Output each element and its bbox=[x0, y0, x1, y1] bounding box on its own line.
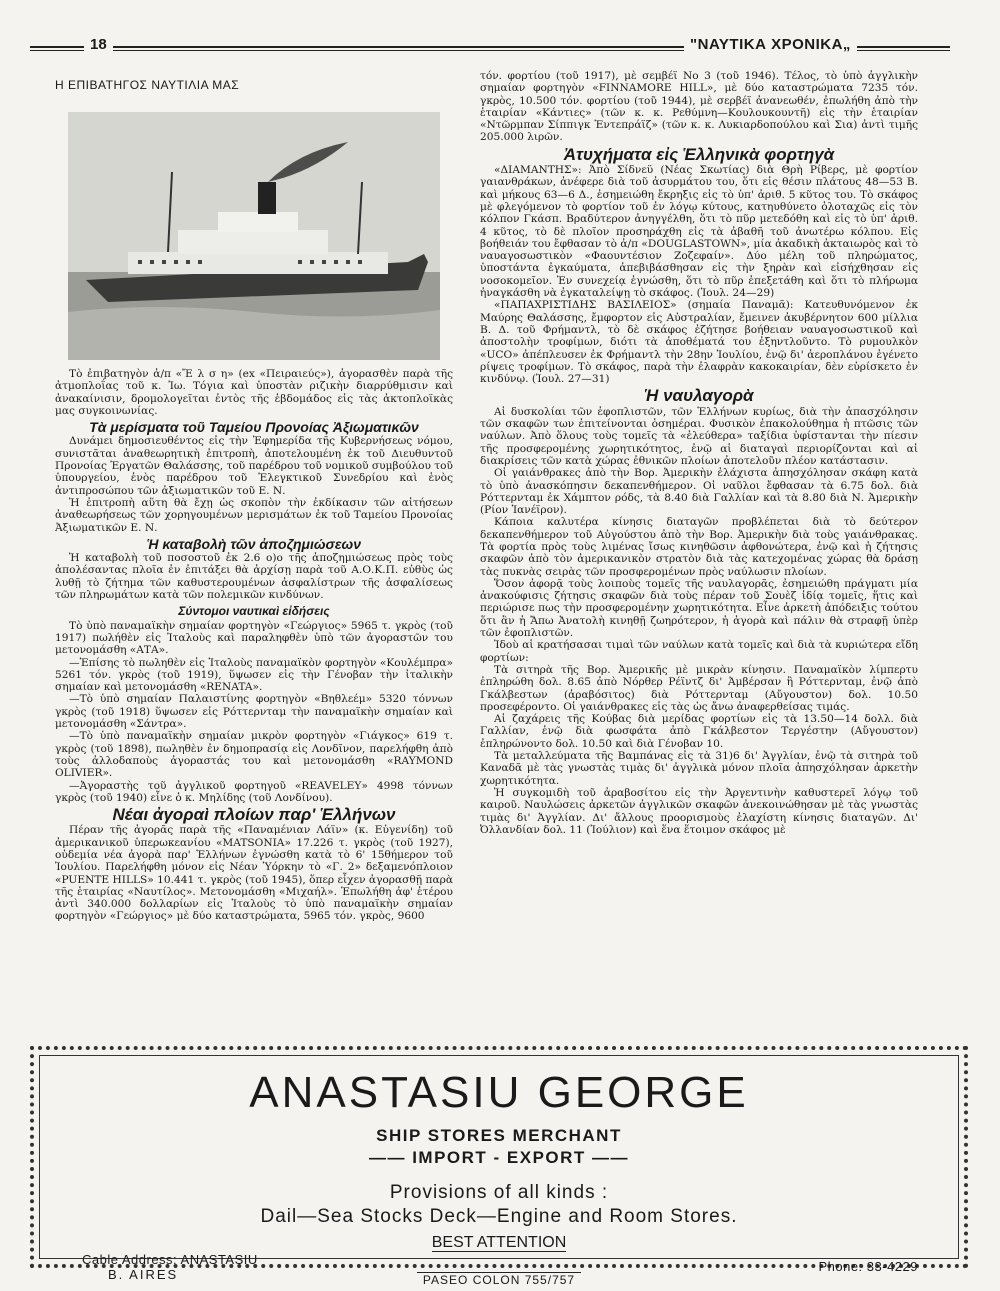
ad-address bbox=[40, 1273, 958, 1287]
ship-photo bbox=[68, 112, 440, 360]
paragraph: Αἱ δυσκολίαι τῶν ἐφοπλιστῶν, τῶν Ἑλλήνων κυρίως, διὰ τὴν ἀπασχόλησιν τῶν σκαφῶν των ἐπιτείνονται ὁσημέραι. Φυσικὸν ἐπακολούθημα ἡ πτῶσις τῶν ναύλων. Ἀπὸ ὅλους τοὺς τομεῖς τὰ «ἐλεύθερα» ταξίδια ὑφίστανται τὴν πίεσιν τῆς προσφερομένης χωρητικότητος, ἐνῷ αἱ διαταγαὶ περιορίζονται καὶ αἱ διακρίσεις τῶν κατὰ χώρας ἐθνικῶν πλοίων ἀποτελοῦν πλέον κατάστασιν. bbox=[480, 405, 918, 467]
paragraph: —Τὸ ὑπὸ σημαίαν Παλαιστίνης φορτηγὸν «Βηθλεέμ» 5320 τόννων γκρὸς (τοῦ 1918) ὕψωσεν εἰς Ρόττερνταμ τὴν παναμαϊκὴν σημαίαν καὶ μετονομάσθη «Σάντρα». bbox=[55, 693, 453, 731]
heading-new-purchases: Νέαι ἀγοραὶ πλοίων παρ' Ἑλλήνων bbox=[112, 805, 396, 825]
paragraph: Τὰ σιτηρὰ τῆς Βορ. Ἀμερικῆς μὲ μικρὰν κίνησιν. Παναμαϊκὸν λίμπερτυ ἐπληρώθη δολ. 8.65 ἀπὸ Νόρθερ Ρέϊντζ δι' Ἀμβέρσαν ἢ Ρόττερνταμ, ἐνῷ ἀπὸ Γκάλβεστων (ἀραβόσιτος) διὰ Ρόττερνταμ (Αὔγουστον) δολ. 10.50 προσεφέροντο. Οἱ γαιάνθρακες εἰς τὰς ὡς ἄνω ἀναφερθείσας τιμάς. bbox=[480, 663, 918, 713]
photo-caption: Τὸ ἐπιβατηγὸν ἀ/π «Ἔ λ σ η» (ex «Πειραιεύς»), ἀγορασθὲν παρὰ τῆς ἀτμοπλοΐας τοῦ κ. Ἰω. Τόγια καὶ ὑποστὰν ριζικὴν διαρρύθμισιν καὶ ἀνακαίνισιν, δρομολογεῖται ἐντὸς τῆς ἑβδομάδος εἰς τὰς ἀκτοπλοϊκὰς μας συγκοινωνίας. bbox=[55, 368, 453, 417]
page-number: 18 bbox=[84, 36, 113, 53]
paragraph: —Ἐπίσης τὸ πωληθὲν εἰς Ἰταλοὺς παναμαϊκὸν φορτηγὸν «Κουλέμπρα» 5261 τόν. γκρὸς (τοῦ 1919), ὕψωσεν εἰς τὴν Γένοβαν τὴν ἰταλικὴν σημαίαν καὶ μετονομάσθη «RENATA». bbox=[55, 656, 453, 694]
ad-line-2-text: IMPORT - EXPORT bbox=[412, 1148, 586, 1167]
ad-line-3: Provisions of all kinds : bbox=[389, 1182, 609, 1203]
paragraph: Ἡ καταβολὴ τοῦ ποσοστοῦ ἐκ 2.6 ο)ο τῆς ἀποζημιώσεως πρὸς τοὺς ἀπολέσαντας πλοῖα ἐν ἐπιτάξει θὰ ἀρχίσῃ παρὰ τοῦ Α.Ο.Κ.Π. εὐθὺς ὡς λυθῇ τὸ ζήτημα τῶν καθυστερουμένων ἀσφαλίστρων τῆς ἀσφαλίσεως τῶν πληρωμάτων κατὰ τῶν πολεμικῶν κινδύνων. bbox=[55, 552, 453, 602]
heading-short-news: Σύντομοι ναυτικαὶ εἰδήσεις bbox=[178, 604, 330, 619]
right-column bbox=[480, 70, 918, 836]
ad-phone: Phone: 33-4229 bbox=[818, 1259, 918, 1274]
ad-address-text: PASEO COLON 755/757 bbox=[417, 1272, 581, 1287]
ad-best-attention: BEST ATTENTION bbox=[431, 1234, 567, 1251]
ad-line-1: SHIP STORES MERCHANT bbox=[376, 1126, 622, 1145]
paragraph: Κάποια καλυτέρα κίνησις διαταγῶν προβλέπεται διὰ τὸ δεύτερον δεκαπενθήμερον τοῦ Αὐγούστου ἀπὸ τὴν Βορ. Ἀμερικὴν διὰ τοὺς γαιάνθρακας. Τὰ φορτία πρὸς τοὺς λιμένας ἴσως κινηθῶσιν ἀφθονώτερα, ἐνῷ καὶ ἡ ζήτησις σκαφῶν ἀπὸ τὸν ἀμερικανικὸν στρατὸν διὰ τὰς κατεχομένας χώρας θὰ δράσῃ τὰς πυκνὰς σειρὰς τῶν προσφερομένων πρὸς ναύλωσιν πλοίων. bbox=[480, 516, 918, 578]
ad-line-4: Dail—Sea Stocks Deck—Engine and Room Stores. bbox=[260, 1206, 738, 1227]
paragraph: Ἰδοὺ αἱ κρατήσασαι τιμαὶ τῶν ναύλων κατὰ τομεῖς καὶ διὰ τὰ κυριώτερα εἴδη φορτίων: bbox=[480, 639, 918, 664]
paragraph: Τὸ ὑπὸ παναμαϊκὴν σημαίαν φορτηγὸν «Γεώργιος» 5965 τ. γκρὸς (τοῦ 1917) πωλήθὲν εἰς Ἰταλοὺς καὶ παραληφθὲν ὑπὸ τῶν ἀγοραστῶν του μετονομάσθη «ΑΤΑ». bbox=[55, 619, 453, 657]
section-title: Η ΕΠΙΒΑΤΗΓΟΣ ΝΑΥΤΙΛΙΑ ΜΑΣ bbox=[55, 78, 240, 92]
paragraph: Τὰ μεταλλεύματα τῆς Βαμπάνας εἰς τὰ 31)6 δι' Ἀγγλίαν, ἐνῷ τὰ σιτηρὰ τοῦ Καναδᾶ μὲ τὰς γνωστὰς τιμὰς δι' ἀγγλικὰ μόνον πλοῖα ἀπησχόλησαν ἀρκετὴν χωρητικότητα. bbox=[480, 750, 918, 787]
ad-cable-address: Cable Address: ANASTASIU bbox=[82, 1252, 258, 1267]
heading-compensation: Ἡ καταβολὴ τῶν ἀποζημιώσεων bbox=[147, 535, 361, 552]
heading-freight-market: Ἡ ναυλαγορὰ bbox=[644, 386, 754, 406]
paragraph: Ὅσον ἀφορᾷ τοὺς λοιποὺς τομεῖς τῆς ναυλαγορᾶς, ἐσημειώθη πράγματι μία ἀνακούφισις ζήτησις σκαφῶν διὰ τοὺς πέραν τοῦ Σουὲζ ἰδίᾳ τομεῖς, ἥτις καὶ περιώρισε πως τὴν προσφερομένην χωρητικότητα. Εἶνε ἀρκετὴ ἀπόδειξις τούτου ὅτι ἂν ἡ Ἄπω Ἀνατολὴ κινηθῇ ζωηρότερον, ἡ ἀγορὰ καὶ πάλιν θὰ στραφῇ ὑπὲρ τῶν ἐφοπλιστῶν. bbox=[480, 577, 918, 640]
ship-illustration bbox=[68, 112, 440, 360]
advertisement bbox=[30, 1046, 968, 1287]
paragraph: —Τὸ ὑπὸ παναμαϊκὴν σημαίαν μικρὸν φορτηγὸν «Γιάγκος» 619 τ. γκρὸς (τοῦ 1898), πωληθὲν ἐν δημοπρασίᾳ εἰς Λονδῖνον, παρελήφθη ἀπὸ τοὺς ἀλλοδαποὺς ἀγοραστάς του καὶ μετονομάσθη «RAYMOND OLIVIER». bbox=[55, 730, 453, 780]
paragraph: Ἡ συγκομιδὴ τοῦ ἀραβοσίτου εἰς τὴν Ἀργεντινὴν καθυστερεῖ λόγῳ τοῦ καιροῦ. Ναυλώσεις ἀρκετῶν ἀγγλικῶν σκαφῶν ἀνεκοινώθησαν μὲ τὰς γνωστὰς τιμὰς δι' Ἀγγλίαν. Δι' ἄλλους προορισμοὺς ἐλαχίστη κίνησις διαταγῶν. Δι' Ὀλλανδίαν δολ. 11 (Ἰούλιον) καὶ ἕνα ἕτοιμον σκάφος μὲ bbox=[480, 786, 918, 836]
left-column bbox=[55, 368, 453, 923]
paragraph: τόν. φορτίου (τοῦ 1917), μὲ σεμβέϊ Νο 3 (τοῦ 1946). Τέλος, τὸ ὑπὸ ἀγγλικὴν σημαίαν φορτηγὸν «FINNAMORE HILL», μὲ δύο καταστρώματα 7235 τόν. γκρὸς, 10.500 τόν. φορτίου (τοῦ 1944), μὲ σερβέϊ ἀνανεωθέν, ἐπωλήθη ἀπὸ τὴν ἑταιρίαν «Κάντιες» (τῶν κ. κ. Ρεθύμνη—Κουλουκουντῆ) εἰς τὴν ἑταιρίαν «Ντῶρμπαν Σίππιγκ Ἐντεπράϊζ» (τῶν κ. κ. Λυκιαρδοπούλου καὶ Σια) ἀντὶ τιμῆς 205.000 λιρῶν. bbox=[480, 70, 918, 144]
ad-inner-frame bbox=[39, 1055, 959, 1287]
paragraph: Αἱ ζαχάρεις τῆς Κούβας διὰ μερίδας φορτίων εἰς τὰ 13.50—14 δολλ. διὰ Γαλλίαν, ἐνῷ διὰ φωσφάτα ἀπὸ Γκάλβεστον Τεργέστην (Αὔγουστον) ἐπληρώνοντο δολ. 10.50 καὶ διὰ Γένοβαν 10. bbox=[480, 713, 918, 750]
paragraph: —Ἀγοραστὴς τοῦ ἀγγλικοῦ φορτηγοῦ «REAVELEY» 4998 τόννων γκρὸς (τοῦ 1940) εἶνε ὁ κ. Μηλίδης (τοῦ Λονδίνου). bbox=[55, 779, 453, 804]
paragraph: Ἡ ἐπιτροπὴ αὕτη θὰ ἔχῃ ὡς σκοπὸν τὴν ἐκδίκασιν τῶν αἰτήσεων ἀναθεωρήσεως τῶν χορηγουμένων μερισμάτων ἐκ τοῦ Ταμείου Προνοίας Ἀξιωματικῶν Ε. Ν. bbox=[55, 496, 453, 534]
ad-company-name: ANASTASIU GEORGE bbox=[249, 1068, 749, 1117]
paragraph: Δυνάμει δημοσιευθέντος εἰς τὴν Ἐφημερίδα τῆς Κυβερνήσεως νόμου, συνιστᾶται ἀναθεωρητικὴ ἐπιτροπὴ, ἀποτελουμένη ἐκ τοῦ Διευθυντοῦ Προνοίας Ἐργατῶν Θαλάσσης, τοῦ παρέδρου τοῦ νομικοῦ συμβούλου τοῦ ὑπουργείου, ἑνὸς παρέδρου τοῦ Ἐλεγκτικοῦ Συνεδρίου καὶ ἑνὸς ἀντιπροσώπου τῶν ἀξιωματικῶν τοῦ Ε. Ν. bbox=[55, 435, 453, 497]
page-header bbox=[30, 36, 950, 56]
ad-line-2: —— IMPORT - EXPORT —— bbox=[368, 1148, 630, 1167]
ad-line-5 bbox=[40, 1234, 958, 1252]
paragraph: «ΠΑΠΑΧΡΙΣΤΙΔΗΣ ΒΑΣΙΛΕΙΟΣ» (σημαία Παναμᾶ): Κατευθυνόμενον ἐκ Μαύρης Θαλάσσης, ἔμφορτον εἰς Αὐστραλίαν, ἔμεινεν ἀκυβέρνητον 600 μίλλια Β. Δ. τοῦ Φρήμαντλ, τὸ δὲ σκάφος ἐζήτησε βοήθειαν ναυαγοσωστικοῦ καὶ ἀποστολὴν τροφίμων, διότι τὰ ἀποθέματά του ἐξηντλοῦντο. Τὸ ρυμουλκὸν «UCO» ἀπέπλευσεν ἐκ Φρήμαντλ τὴν 28ην Ἰουλίου, ἐνῷ δι' ἀεροπλάνου ἐγένετο ρίψεις τροφίμων. Τὸ σκάφος, παρὰ τὴν ἐλαφρὰν κακοκαιρίαν, δὲν εὑρίσκετο ἐν κινδύνῳ. (Ἰουλ. 27—31) bbox=[480, 299, 918, 386]
paragraph: Οἱ γαιάνθρακες ἀπὸ τὴν Βορ. Ἀμερικὴν ἐλάχιστα ἀπησχόλησαν σκάφη κατὰ τὸ ὑπὸ ἀνασκόπησιν δεκαπενθήμερον. Οἱ ναῦλοι ἔφθασαν τὰ 6.75 δολ. διὰ Ρόττερνταμ ἐκ Χάμπτον ρόδς, τὰ 8.40 διὰ Γαλλίαν καὶ τὰ 8.80 διὰ Ν. Ἀμερικὴν (Ρίον Ἰανέϊρον). bbox=[480, 467, 918, 517]
paragraph: «ΔΙΑΜΑΝΤΗΣ»: Ἀπὸ Σίδνεϋ (Νέας Σκωτίας) διὰ Θρὴ Ρίβερς, μὲ φορτίον γαιανθράκων, ἀνέφερε διὰ τοῦ ἀσυρμάτου του, ὅτι εἰς θέσιν πλάτους 48—53 Β. καὶ μήκους 63—6 Δ., ἐσημειώθη ἔκρηξις εἰς τὸ ὑπ' ἀριθ. 5 κῦτος του. Τὸ σκάφος μὲ φλεγόμενον τὸ φορτίον τοῦ ἐν λόγῳ κύτους, κατηυθύνετο ὁλοταχῶς εἰς τὸν κόλπον Γκάσπ. Βραδύτερον ἀνηγγέλθη, ὅτι τὸ πῦρ μετεδόθη καὶ εἰς τὸ ὑπ' ἀριθ. 4 κῦτος, τὸ δὲ πλοῖον προσηράχθη εἰς τὰ ἀβαθῆ τοῦ ἀνωτέρω κόλπου. Εἰς βοήθειάν του ἔφθασαν τὸ ἀ/π «DOUGLASTOWN», μία ἀκαδικὴ ἀκταιωρὸς καὶ τὸ ναυαγοσωστικὸν «Φαουντέσιον Ζοζεφαίν». Δύο μέλη τοῦ πληρώματος, ὑποστάντα ἐγκαύματα, ἀπεβιβάσθησαν εἰς τὴν ξηρὰν καὶ εἰσήχθησαν εἰς νοσοκομεῖον. Ἐν συνεχείᾳ ἐγνώσθη, ὅτι τὸ πῦρ ἐπεξετάθη καὶ ὅτι τὸ πλήρωμα ἠναγκάσθη νὰ ἐγκαταλείψῃ τὸ σκάφος. (Ἰουλ. 24—29) bbox=[480, 164, 918, 300]
paragraph: Πέραν τῆς ἀγορᾶς παρὰ τῆς «Παναμένιαν Λάϊν» (κ. Εὐγενίδη) τοῦ ἀμερικανικοῦ ὑπερωκεανίου «MATSONIA» 17.226 τ. γκρὸς (τοῦ 1927), οὐδεμία νέα ἀγορὰ παρ' Ἑλλήνων ἐγνώσθη κατὰ τὸ 6' 15θήμερον τοῦ Ἰουλίου. Παρελήφθη μόνον εἰς Νέαν Ὑόρκην τὸ «Γ. 2» δεξαμενόπλοιον «PUENTE HILLS» 10.441 τ. γκρὸς (τοῦ 1945), ὅπερ εἶχεν ἀγορασθῇ παρὰ τῆς ἑταιρίας «Ναυτίλος». Μετονομάσθη «Μιχαήλ». Ἐπωλήθη ἀφ' ἑτέρου ἀντὶ 340.000 δολλαρίων εἰς Ἰταλοὺς τὸ ὑπὸ παναμαϊκὴν σημαίαν φορτηγὸν «Γεώργιος» μὲ δύο καταστρώματα, 5965 τόν. γκρὸς, 9600 bbox=[55, 824, 453, 923]
ad-city: B. AIRES bbox=[108, 1267, 179, 1282]
heading-accidents: Ἀτυχήματα εἰς Ἑλληνικὰ φορτηγὰ bbox=[563, 144, 835, 164]
journal-title: "ΝΑΥΤΙΚΑ ΧΡΟΝΙΚΑ„ bbox=[684, 36, 857, 53]
heading-pension-fund: Τὰ μερίσματα τοῦ Ταμείου Προνοίας Ἀξιωματικῶν bbox=[89, 419, 419, 436]
